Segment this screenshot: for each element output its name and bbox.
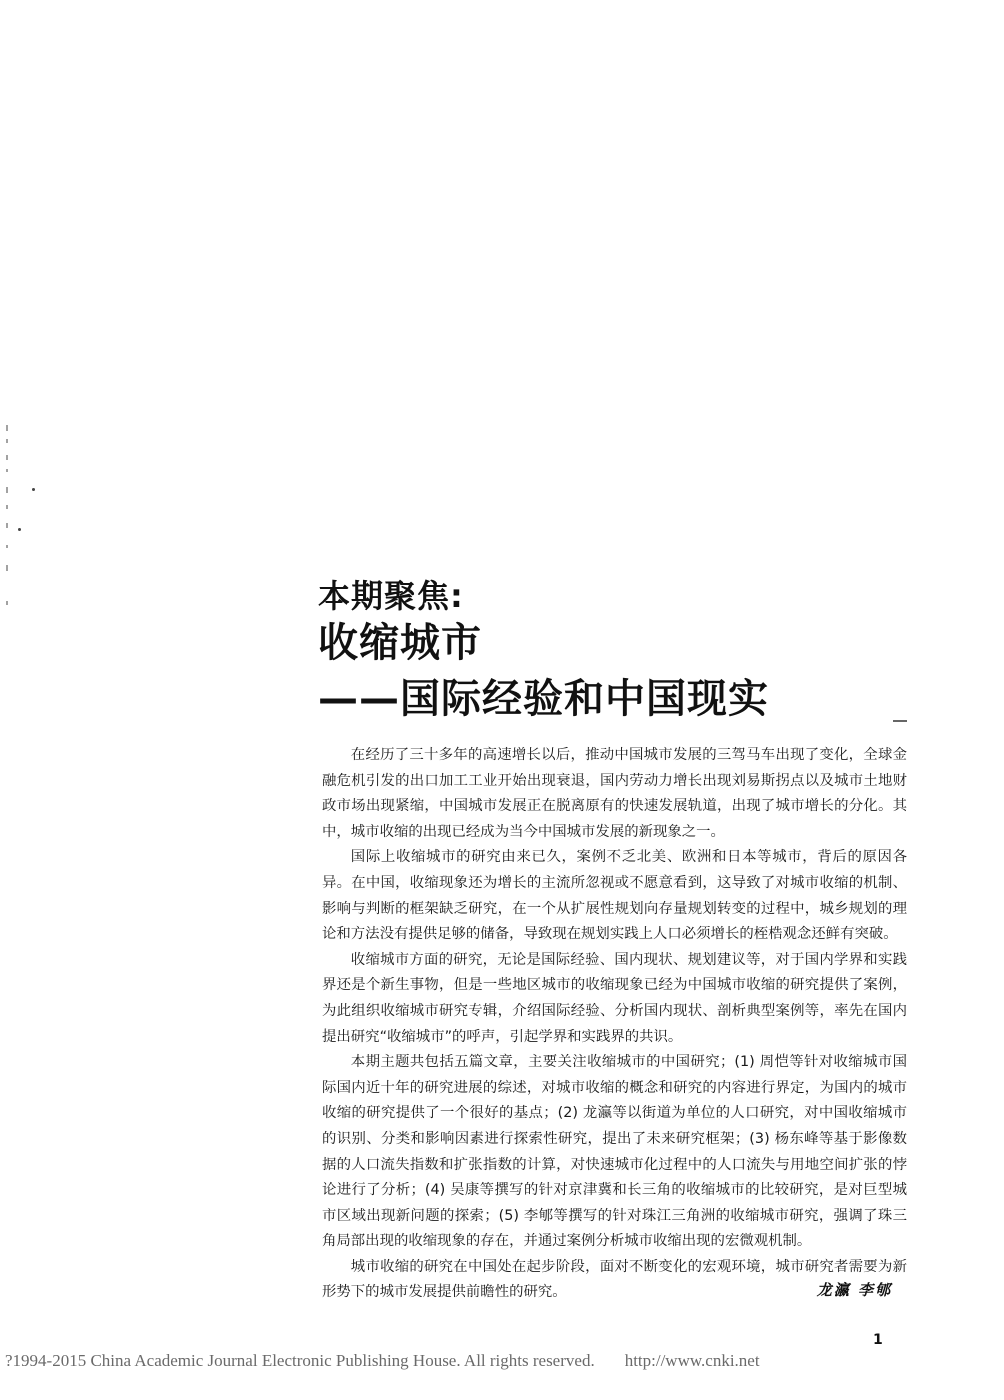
feature-title: 收缩城市 (318, 620, 482, 666)
scan-edge-marks (0, 425, 14, 625)
cnki-link[interactable]: http://www.cnki.net (624, 1351, 760, 1370)
page-number: 1 (873, 1332, 883, 1348)
paragraph-5: 城市收缩的研究在中国处在起步阶段，面对不断变化的宏观环境，城市研究者需要为新形势下的城市发展提供前瞻性的研究。 (322, 1258, 907, 1301)
copyright-notice: ?1994-2015 China Academic Journal Electronic Publishing House. All rights reserved. (5, 1351, 595, 1370)
scan-speck (32, 488, 35, 491)
cnki-footer (5, 1351, 999, 1371)
paragraph-3: 收缩城市方面的研究，无论是国际经验、国内现状、规划建议等，对于国内学界和实践界还是个新生事物，但是一些地区城市的收缩现象已经为中国城市收缩的研究提供了案例，为此组织收缩城市研究专辑，介绍国际经验、分析国内现状、剖析典型案例等，率先在国内提出研究“收缩城市”的呼声，引起学界和实践界的共识。 (322, 951, 907, 1045)
editorial-body (322, 743, 907, 1306)
paragraph-4: 本期主题共包括五篇文章，主要关注收缩城市的中国研究；(1) 周恺等针对收缩城市国际国内近十年的研究进展的综述，对城市收缩的概念和研究的内容进行界定，为国内的城市收缩的研究提供了一个很好的基点；(2) 龙瀛等以街道为单位的人口研究，对中国收缩城市的识别、分类和影响因素进行探索性研究，提出了未来研究框架；(3) 杨东峰等基于影像数据的人口流失指数和扩张指数的计算，对快速城市化过程中的人口流失与用地空间扩张的悖论进行了分析；(4) 吴康等撰写的针对京津冀和长三角的收缩城市的比较研究，是对巨型城市区域出现新问题的探索；(5) 李郇等撰写的针对珠江三角洲的收缩城市研究，强调了珠三角局部出现的收缩现象的存在，并通过案例分析城市收缩出现的宏微观机制。 (322, 1054, 907, 1250)
margin-mark (893, 720, 907, 722)
paragraph-1: 在经历了三十多年的高速增长以后，推动中国城市发展的三驾马车出现了变化，全球金融危机引发的出口加工工业开始出现衰退，国内劳动力增长出现刘易斯拐点以及城市土地财政市场出现紧缩，中国城市发展正在脱离原有的快速发展轨道，出现了城市增长的分化。其中，城市收缩的出现已经成为当今中国城市发展的新现象之一。 (322, 747, 907, 840)
author-signature: 龙瀛 李郇 (816, 1281, 892, 1299)
feature-subtitle: ——国际经验和中国现实 (318, 676, 769, 722)
feature-heading (318, 576, 769, 730)
scan-speck (18, 528, 21, 531)
feature-kicker: 本期聚焦: (318, 577, 464, 615)
paragraph-2: 国际上收缩城市的研究由来已久，案例不乏北美、欧洲和日本等城市，背后的原因各异。在中国，收缩现象还为增长的主流所忽视或不愿意看到，这导致了对城市收缩的机制、影响与判断的框架缺乏研究，在一个从扩展性规划向存量规划转变的过程中，城乡规划的理论和方法没有提供足够的储备，导致现在规划实践上人口必须增长的桎梏观念还鲜有突破。 (322, 849, 907, 943)
